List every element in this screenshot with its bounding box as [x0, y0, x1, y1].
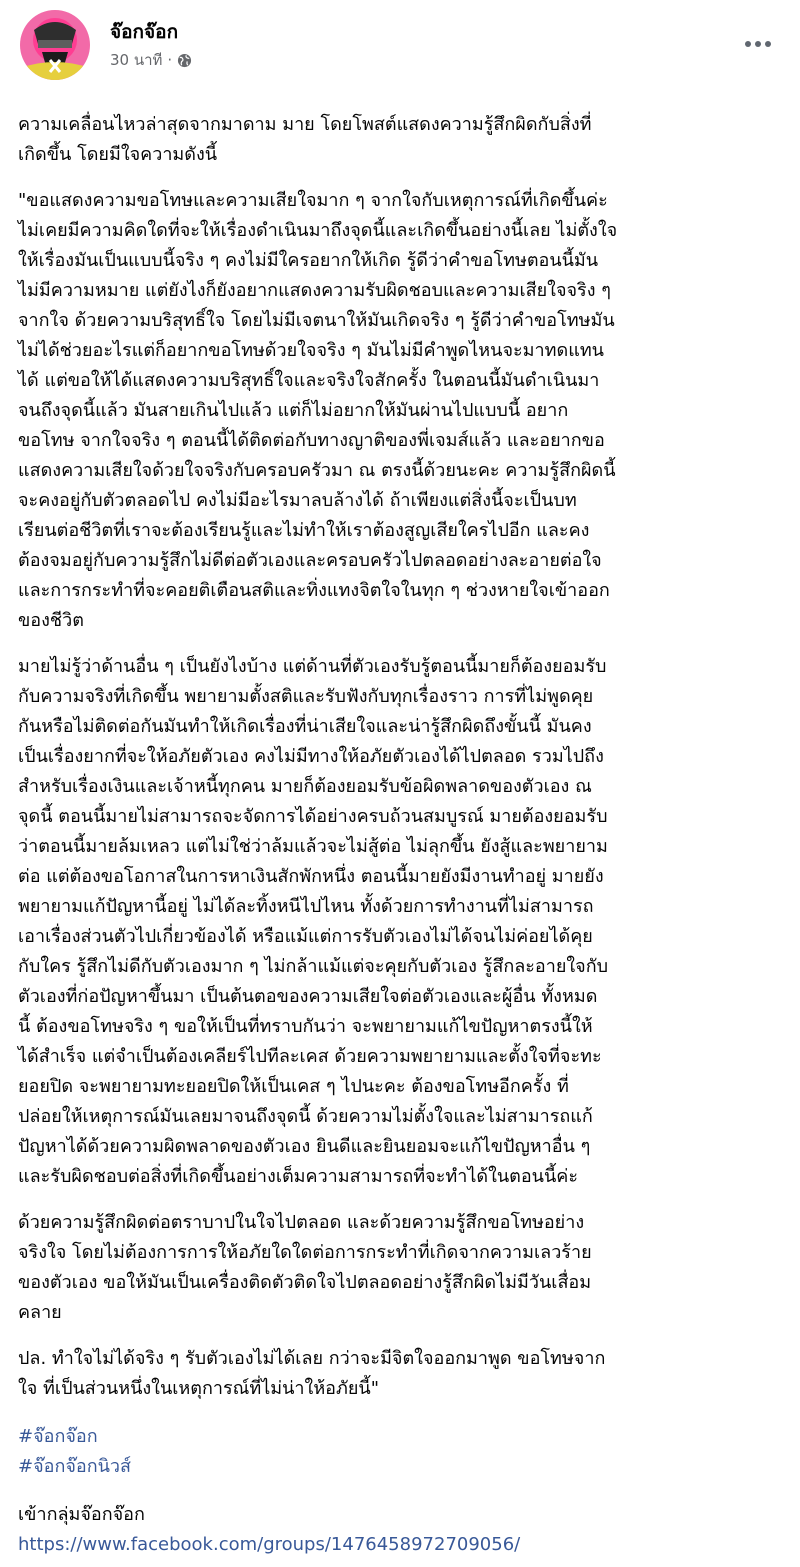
avatar[interactable]	[20, 10, 90, 80]
hashtag-list	[18, 1422, 782, 1482]
separator-dot: ·	[167, 51, 173, 69]
author-name[interactable]: จ๊อกจ๊อก	[110, 21, 179, 43]
group-url-link[interactable]: https://www.facebook.com/groups/1476458972709056/	[18, 1534, 521, 1555]
post-meta	[110, 14, 192, 72]
post-time[interactable]: 30 นาที	[110, 51, 163, 69]
post-paragraph: มายไม่รู้ว่าด้านอื่น ๆ เป็นยังไงบ้าง แต่ด้านที่ตัวเองรับรู้ตอนนี้มายก็ต้องยอมรับ กับความจริงที่เกิดขึ้น พยายามตั้งสติและรับฟังกับทุกเรื่องราว การที่ไม่พูดคุย กันหรือไม่ติดต่อกันมันทำให้เกิดเรื่องที่น่าเสียใจและน่ารู้สึกผิดถึงขั้นนี้ มันคง เป็นเรื่องยากที่จะให้อภัยตัวเอง คงไม่มีทางให้อภัยตัวเองได้ไปตลอด รวมไปถึง สำหรับเรื่องเงินและเจ้าหนี้ทุกคน มายก็ต้องยอมรับข้อผิดพลาดของตัวเอง ณ จุดนี้ ตอนนี้มายไม่สามารถจะจัดการได้อย่างครบถ้วนสมบูรณ์ มายต้องยอมรับ ว่าตอนนี้มายล้มเหลว แต่ไม่ใช่ว่าล้มแล้วจะไม่สู้ต่อ ไม่ลุกขึ้น ยังสู้และพยายาม ต่อ แต่ต้องขอโอกาสในการหาเงินสักพักหนึ่ง ตอนนี้มายยังมีงานทำอยู่ มายยัง พยายามแก้ปัญหานี้อยู่ ไม่ได้ละทิ้งหนีไปไหน ทั้งด้วยการทำงานที่ไม่สามารถ เอาเรื่องส่วนตัวไปเกี่ยวข้องได้ หรือแม้แต่การรับตัวเองไม่ได้จนไม่ค่อยได้คุย กับใคร รู้สึกไม่ดีกับตัวเองมาก ๆ ไม่กล้าแม้แต่จะคุยกับตัวเอง รู้สึกละอายใจกับ ตัวเองที่ก่อปัญหาขึ้นมา เป็นต้นตอของความเสียใจต่อตัวเองและผู้อื่น ทั้งหมด นี้ ต้องขอโทษจริง ๆ ขอให้เป็นที่ทราบกันว่า จะพยายามแก้ไขปัญหาตรงนี้ให้ ได้สำเร็จ แต่จำเป็นต้องเคลียร์ไปทีละเคส ด้วยความพยายามและตั้งใจที่จะทะ ยอยปิด จะพยายามทะยอยปิดให้เป็นเคส ๆ ไปนะคะ ต้องขอโทษอีกครั้ง ที่ ปล่อยให้เหตุการณ์มันเลยมาจนถึงจุดนี้ ด้วยความไม่ตั้งใจและไม่สามารถแก้ ปัญหาได้ด้วยความผิดพลาดของตัวเอง ยินดีและยินยอมจะแก้ไขปัญหาอื่น ๆ และรับผิดชอบต่อสิ่งที่เกิดขึ้นอย่างเต็มความสามารถที่จะทำได้ในตอนนี้ค่ะ	[18, 656, 609, 1187]
post-paragraph: "ขอแสดงความขอโทษและความเสียใจมาก ๆ จากใจกับเหตุการณ์ที่เกิดขึ้นค่ะ ไม่เคยมีความคิดใดที่จะให้เรื่องดำเนินมาถึงจุดนี้และเกิดขึ้นอย่างนี้เลย ไม่ตั้งใจ ให้เรื่องมันเป็นแบบนี้จริง ๆ คงไม่มีใครอยากให้เกิด รู้ดีว่าคำขอโทษตอนนี้มัน ไม่มีความหมาย แต่ยังไงก็ยังอยากแสดงความรับผิดชอบและความเสียใจจริง ๆ จากใจ ด้วยความบริสุทธิ์ใจ โดยไม่มีเจตนาให้มันเกิดจริง ๆ รู้ดีว่าคำขอโทษมัน ไม่ได้ช่วยอะไรแต่ก็อยากขอโทษด้วยใจจริง ๆ มันไม่มีคำพูดไหนจะมาทดแทน ได้ แต่ขอให้ได้แสดงความบริสุทธิ์ใจและจริงใจสักครั้ง ในตอนนี้มันดำเนินมา จนถึงจุดนี้แล้ว มันสายเกินไปแล้ว แต่ก็ไม่อยากให้มันผ่านไปแบบนี้ อยาก ขอโทษ จากใจจริง ๆ ตอนนี้ได้ติดต่อกับทางญาติของพี่เจมส์แล้ว และอยากขอ แสดงความเสียใจด้วยใจจริงกับครอบครัวมา ณ ตรงนี้ด้วยนะคะ ความรู้สึกผิดนี้ จะคงอยู่กับตัวตลอดไป คงไม่มีอะไรมาลบล้างได้ ถ้าเพียงแต่สิ่งนี้จะเป็นบท เรียนต่อชีวิตที่เราจะต้องเรียนรู้และไม่ทำให้เราต้องสูญเสียใครไปอีก และคง ต้องจมอยู่กับความรู้สึกไม่ดีต่อตัวเองและครอบครัวไปตลอดอย่างละอายต่อใจ และการกระทำที่จะคอยติเตือนสติและทิ่งแทงจิตใจในทุก ๆ ช่วงหายใจเข้าออก ของชีวิต	[18, 190, 618, 631]
hashtag-link[interactable]: #จ๊อกจ๊อก	[18, 1426, 98, 1447]
join-group-text: เข้ากลุ่มจ๊อกจ๊อก	[18, 1504, 145, 1525]
post-paragraph: ด้วยความรู้สึกผิดต่อตราบาปในใจไปตลอด และด้วยความรู้สึกขอโทษอย่าง จริงใจ โดยไม่ต้องการการให้อภัยใดใดต่อการกระทำที่เกิดจากความเลวร้าย ของตัวเอง ขอให้มันเป็นเครื่องติดตัวติดใจไปตลอดอย่างรู้สึกผิดไม่มีวันเสื่อม คลาย	[18, 1212, 592, 1323]
post-header	[18, 14, 782, 80]
hashtag-link[interactable]: #จ๊อกจ๊อกนิวส์	[18, 1456, 131, 1477]
post-content	[18, 110, 782, 1560]
avatar-image	[20, 10, 90, 80]
post-paragraph: ความเคลื่อนไหวล่าสุดจากมาดาม มาย โดยโพสต์แสดงความรู้สึกผิดกับสิ่งที่ เกิดขึ้น โดยมีใจความดังนี้	[18, 114, 592, 165]
globe-icon[interactable]	[177, 53, 192, 68]
post-subline	[110, 48, 192, 72]
more-options-icon[interactable]	[740, 32, 776, 56]
post-paragraph: ปล. ทำใจไม่ได้จริง ๆ รับตัวเองไม่ได้เลย กว่าจะมีจิตใจออกมาพูด ขอโทษจาก ใจ ที่เป็นส่วนหนึ่งในเหตุการณ์ที่ไม่น่าให้อภัยนี้"	[18, 1348, 606, 1399]
